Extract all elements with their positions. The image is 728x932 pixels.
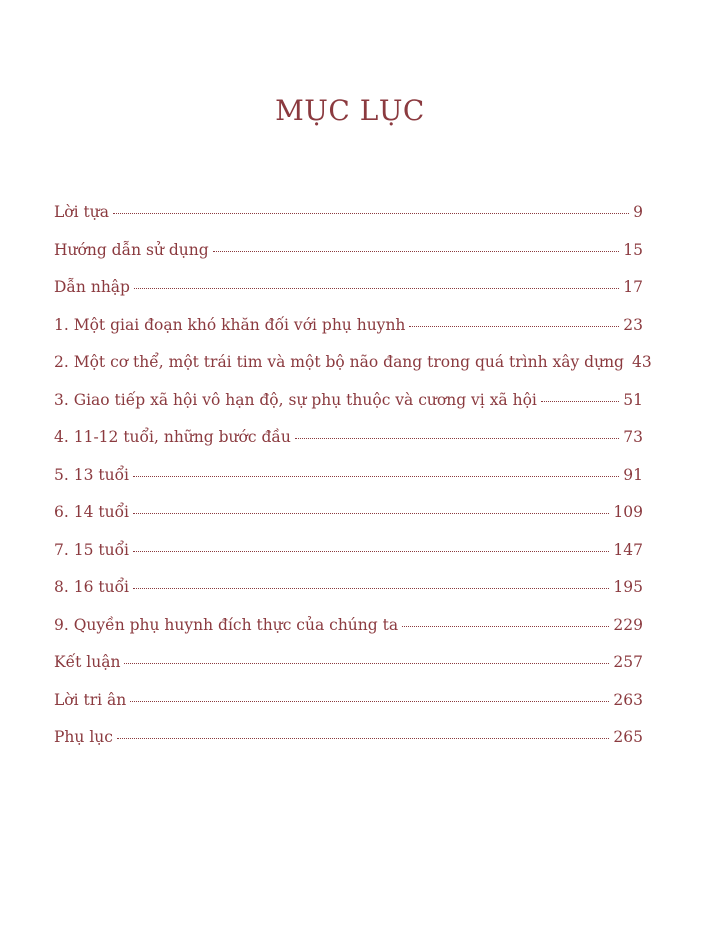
toc-entry-label: Phụ lục <box>54 728 113 746</box>
table-of-contents <box>54 198 652 761</box>
toc-entry-label: 7. 15 tuổi <box>54 540 130 559</box>
dot-leader <box>213 250 620 252</box>
toc-entry <box>54 386 643 424</box>
toc-entry <box>54 536 643 574</box>
dot-leader <box>130 700 609 702</box>
toc-entry-page: 195 <box>613 578 643 596</box>
dot-leader <box>113 212 629 214</box>
toc-entry-page: 9 <box>633 203 643 221</box>
toc-entry-label: Lời tri ân <box>54 690 127 709</box>
dot-leader <box>133 587 609 589</box>
toc-entry-page: 257 <box>613 653 643 671</box>
toc-entry <box>54 573 643 611</box>
dot-leader <box>409 325 619 327</box>
toc-entry <box>54 348 652 386</box>
toc-entry-page: 263 <box>613 690 643 709</box>
toc-entry <box>54 311 643 349</box>
page-title: MỤC LỤC <box>275 94 425 127</box>
toc-entry-label: 8. 16 tuổi <box>54 578 130 596</box>
toc-entry-page: 17 <box>623 278 643 296</box>
toc-entry-page: 91 <box>623 465 643 484</box>
toc-entry-page: 43 <box>631 353 652 371</box>
toc-entry-label: 3. Giao tiếp xã hội vô hạn độ, sự phụ thuộc và cương vị xã hội <box>54 390 537 409</box>
toc-entry <box>54 423 643 461</box>
dot-leader <box>133 550 609 552</box>
toc-entry <box>54 461 643 499</box>
toc-entry <box>54 648 643 686</box>
toc-entry <box>54 273 643 311</box>
toc-entry-label: 5. 13 tuổi <box>54 465 130 484</box>
toc-entry <box>54 236 643 274</box>
toc-entry-page: 15 <box>623 240 643 259</box>
toc-entry-label: 1. Một giai đoạn khó khăn đối với phụ huynh <box>54 315 406 334</box>
toc-entry-label: Lời tựa <box>54 203 109 221</box>
dot-leader <box>117 737 609 739</box>
dot-leader <box>133 475 619 477</box>
toc-entry-label: Hướng dẫn sử dụng <box>54 240 209 259</box>
toc-entry-label: 6. 14 tuổi <box>54 503 130 521</box>
toc-entry-page: 23 <box>623 315 643 334</box>
toc-entry-label: 9. Quyền phụ huynh đích thực của chúng ta <box>54 615 399 634</box>
toc-entry <box>54 611 643 649</box>
dot-leader <box>124 662 609 664</box>
dot-leader <box>402 625 609 627</box>
toc-entry-page: 73 <box>623 428 643 446</box>
dot-leader <box>133 512 609 514</box>
toc-entry <box>54 686 643 724</box>
toc-entry <box>54 198 643 236</box>
toc-entry-label: 4. 11-12 tuổi, những bước đầu <box>54 428 291 446</box>
toc-entry-page: 229 <box>613 615 643 634</box>
dot-leader <box>541 400 619 402</box>
toc-entry-page: 265 <box>613 728 643 746</box>
toc-entry-label: 2. Một cơ thể, một trái tim và một bộ não đang trong quá trình xây dựng <box>54 353 624 371</box>
dot-leader <box>295 437 619 439</box>
toc-entry <box>54 498 643 536</box>
toc-entry-page: 147 <box>613 540 643 559</box>
dot-leader <box>134 287 619 289</box>
toc-entry-page: 51 <box>623 390 643 409</box>
toc-entry <box>54 723 643 761</box>
toc-entry-page: 109 <box>613 503 643 521</box>
toc-entry-label: Kết luận <box>54 653 121 671</box>
toc-entry-label: Dẫn nhập <box>54 278 130 296</box>
